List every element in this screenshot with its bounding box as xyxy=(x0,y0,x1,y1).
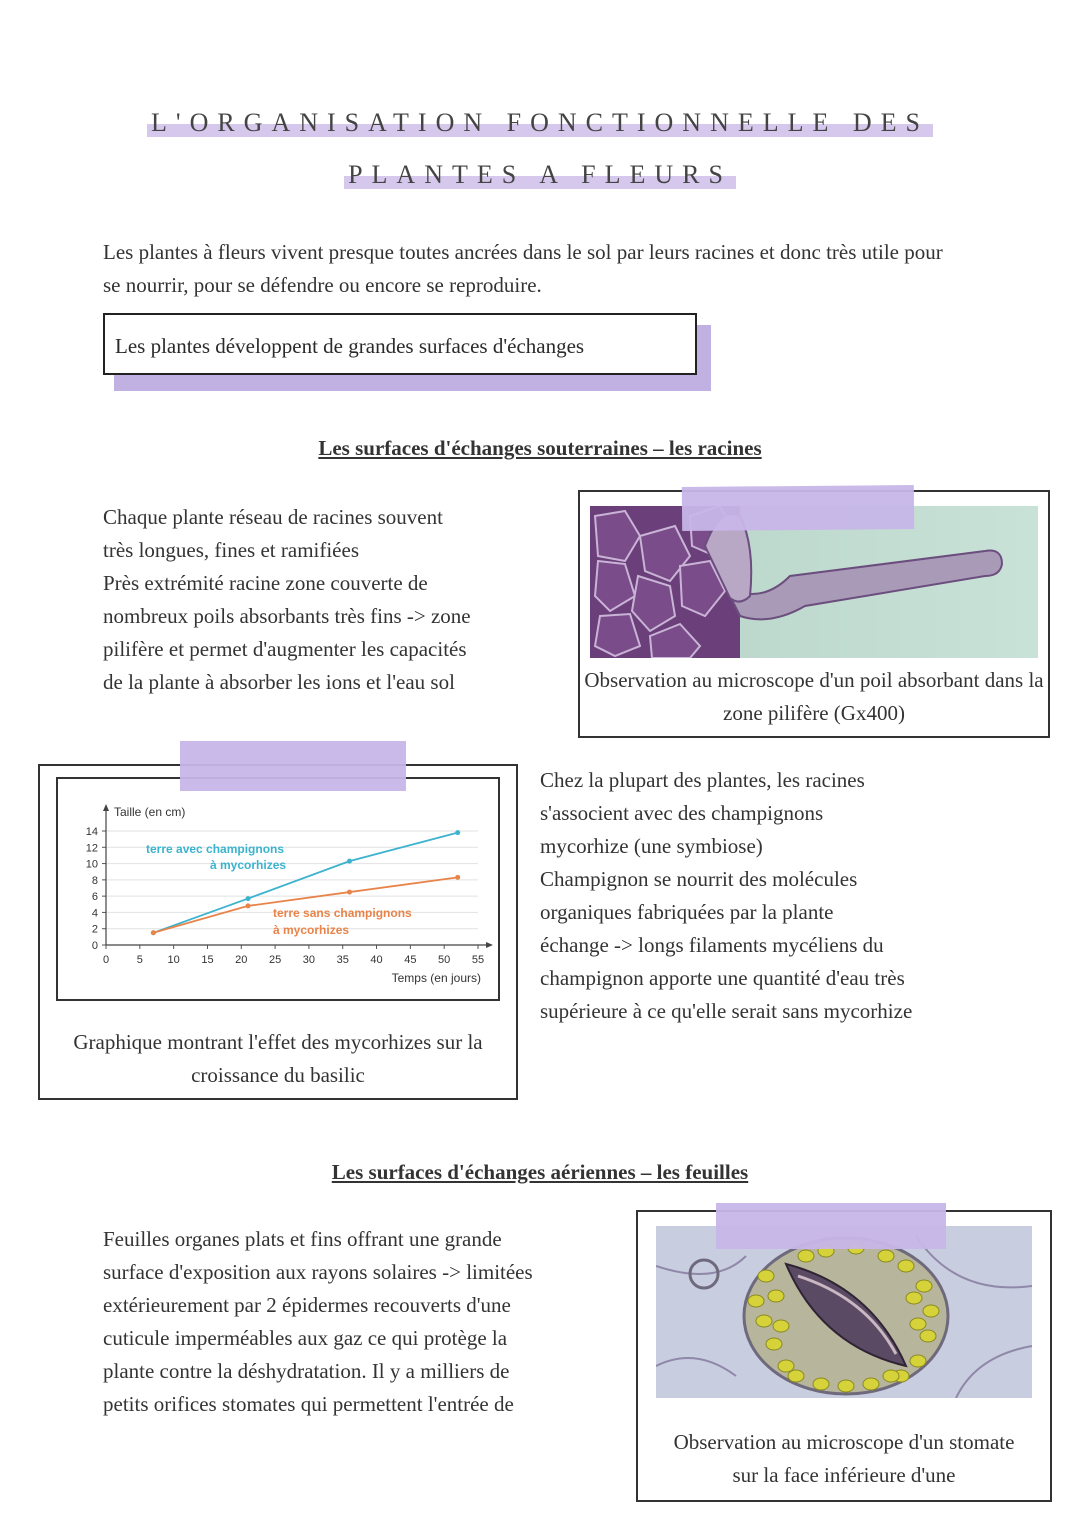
chart-x-axis-arrow xyxy=(486,942,493,948)
chart-y-tick-label: 12 xyxy=(85,842,98,855)
legend-series-with-line1: terre avec champignons xyxy=(146,842,285,856)
chloroplast xyxy=(878,1250,894,1262)
chart-y-axis-arrow xyxy=(103,804,109,811)
leaves-line: petits orifices stomates qui permettent l'entrée de xyxy=(103,1392,514,1416)
section-heading-roots: Les surfaces d'échanges souterraines – les racines xyxy=(318,436,762,460)
page-title-line-2: PLANTES A FLEURS xyxy=(0,160,1080,190)
roots-line: Chaque plante réseau de racines souvent xyxy=(103,505,443,529)
leaves-line: cuticule imperméables aux gaz ce qui protège la xyxy=(103,1326,508,1350)
chloroplast xyxy=(920,1330,936,1342)
chart-y-tick-label: 6 xyxy=(91,891,98,904)
mycorrhiza-growth-chart xyxy=(58,779,498,999)
chloroplast xyxy=(758,1270,774,1282)
chloroplast xyxy=(798,1250,814,1262)
stomata-micrograph xyxy=(656,1226,1032,1398)
section-heading-leaves: Les surfaces d'échanges aériennes – les feuilles xyxy=(331,1160,749,1184)
chart-y-axis-label: Taille (en cm) xyxy=(114,805,186,819)
leaves-line: extérieurement par 2 épidermes recouverts d'une xyxy=(103,1293,511,1317)
chart-x-axis-label: Temps (en jours) xyxy=(391,971,481,985)
mycorrhiza-line: Champignon se nourrit des molécules xyxy=(540,867,858,891)
chart-x-tick-label: 35 xyxy=(336,954,349,966)
photo-tape xyxy=(682,485,914,531)
chart-data-point xyxy=(455,830,460,835)
chart-y-tick-label: 14 xyxy=(85,826,98,838)
roots-line: Près extrémité racine zone couverte de xyxy=(103,571,428,595)
chloroplast xyxy=(906,1292,922,1304)
intro-paragraph: Les plantes à fleurs vivent presque toutes ancrées dans le sol par leurs racines et donc très utile pour se nourrir, pour se défendre ou encore se reproduire. xyxy=(103,240,943,297)
chart-x-tick-label: 20 xyxy=(235,954,248,966)
chart-tape xyxy=(180,741,406,791)
mycorrhiza-paragraph xyxy=(540,764,1000,1028)
chart-x-tick-label: 25 xyxy=(268,954,282,966)
leaves-paragraph xyxy=(103,1223,623,1421)
chart-x-tick-label: 0 xyxy=(102,954,110,966)
chart-y-tick-label: 8 xyxy=(91,874,98,887)
chloroplast xyxy=(898,1260,914,1272)
roots-paragraph xyxy=(103,501,563,699)
mycorrhiza-line: s'associent avec des champignons xyxy=(540,801,824,825)
chloroplast xyxy=(768,1290,784,1302)
chloroplast xyxy=(916,1280,932,1292)
chart-x-tick-label: 55 xyxy=(471,954,485,966)
chloroplast xyxy=(910,1318,926,1330)
key-statement-box: Les plantes développent de grandes surfaces d'échanges xyxy=(103,313,697,375)
chart-data-point xyxy=(347,859,352,864)
chart-data-point xyxy=(246,896,251,901)
chloroplast xyxy=(838,1380,854,1392)
leaves-line: surface d'exposition aux rayons solaires -> limitées xyxy=(103,1260,533,1284)
page-title-line-1: L'ORGANISATION FONCTIONNELLE DES xyxy=(0,108,1080,138)
legend-series-with-line2: à mycorhizes xyxy=(210,858,287,872)
chart-data-point xyxy=(246,903,251,908)
stomata-photo-tape xyxy=(716,1203,946,1249)
roots-line: pilifère et permet d'augmenter les capacités xyxy=(103,637,467,661)
chart-y-tick-label: 4 xyxy=(91,907,98,920)
chart-y-tick-label: 2 xyxy=(91,923,98,936)
chart-x-tick-label: 10 xyxy=(167,954,180,966)
chart-data-point xyxy=(151,930,156,935)
chloroplast xyxy=(813,1378,829,1390)
leaves-line: Feuilles organes plats et fins offrant une grande xyxy=(103,1227,502,1251)
chloroplast xyxy=(883,1370,899,1382)
mycorrhiza-line: Chez la plupart des plantes, les racines xyxy=(540,768,865,792)
stomata-caption: Observation au microscope d'un stomate sur la face inférieure d'une xyxy=(673,1430,1015,1487)
mycorrhiza-line: échange -> longs filaments mycéliens du xyxy=(540,933,884,957)
chart-data-point xyxy=(455,875,460,880)
legend-series-without-line1: terre sans champignons xyxy=(273,906,412,920)
chart-x-tick-label: 30 xyxy=(302,954,316,966)
chloroplast xyxy=(923,1305,939,1317)
mycorrhiza-line: mycorhize (une symbiose) xyxy=(540,834,763,858)
chloroplast xyxy=(910,1355,926,1367)
chart-y-tick-label: 0 xyxy=(91,940,98,952)
legend-series-without-line2: à mycorhizes xyxy=(273,923,350,937)
root-hair-caption: Observation au microscope d'un poil absorbant dans la zone pilifère (Gx400) xyxy=(584,668,1044,725)
roots-line: de la plante à absorber les ions et l'eau sol xyxy=(103,670,455,694)
mycorrhiza-line: supérieure à ce qu'elle serait sans mycorhize xyxy=(540,999,913,1023)
chloroplast xyxy=(863,1378,879,1390)
chart-x-tick-label: 5 xyxy=(136,954,143,966)
chart-inner-frame xyxy=(56,777,500,1001)
chart-x-tick-label: 50 xyxy=(438,954,451,966)
chloroplast xyxy=(756,1315,772,1327)
chloroplast xyxy=(766,1338,782,1350)
chart-caption: Graphique montrant l'effet des mycorhizes sur la croissance du basilic xyxy=(73,1030,483,1087)
chloroplast xyxy=(778,1360,794,1372)
chart-x-tick-label: 45 xyxy=(404,954,417,966)
chart-data-point xyxy=(347,890,352,895)
chloroplast xyxy=(773,1320,789,1332)
chart-y-tick-label: 10 xyxy=(85,858,98,871)
chart-x-tick-label: 15 xyxy=(201,954,214,966)
chart-x-tick-label: 40 xyxy=(370,954,383,966)
mycorrhiza-line: champignon apporte une quantité d'eau très xyxy=(540,966,905,990)
chloroplast xyxy=(748,1295,764,1307)
chloroplast xyxy=(788,1370,804,1382)
mycorrhiza-line: organiques fabriquées par la plante xyxy=(540,900,834,924)
roots-line: nombreux poils absorbants très fins -> zone xyxy=(103,604,471,628)
leaves-line: plante contre la déshydratation. Il y a milliers de xyxy=(103,1359,510,1383)
roots-line: très longues, fines et ramifiées xyxy=(103,538,359,562)
